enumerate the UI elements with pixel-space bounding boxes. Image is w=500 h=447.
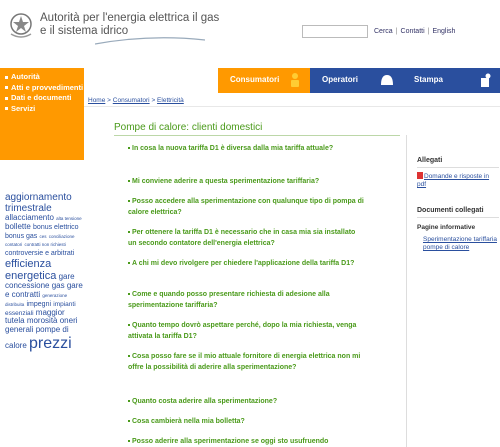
- bullet-icon: [5, 97, 8, 100]
- menu-label: Dati e documenti: [11, 93, 72, 102]
- breadcrumb-elettricita[interactable]: Elettricità: [157, 97, 184, 104]
- bullet-icon: [128, 400, 130, 402]
- right-sidebar: [406, 135, 500, 447]
- bullet-icon: [5, 86, 8, 89]
- question-text: Posso aderire alla sperimentazione se oggi sto usufruendo: [132, 438, 329, 445]
- separator: |: [427, 28, 430, 35]
- pagine-title: Pagine informative: [417, 224, 476, 231]
- pagine-link[interactable]: [417, 236, 499, 252]
- question-text: Come e quando posso presentare richiesta di adesione alla sperimentazione tariffaria?: [128, 291, 330, 309]
- search-input[interactable]: [302, 25, 368, 38]
- bullet-icon: [5, 107, 8, 110]
- cerca-link[interactable]: Cerca: [374, 28, 393, 35]
- link-text: Sperimentazione tariffaria pompe di calore: [423, 236, 497, 251]
- bullet-icon: [128, 147, 130, 149]
- tag-link[interactable]: contratti non richiesti: [24, 242, 66, 248]
- bullet-icon: [128, 324, 130, 326]
- tag-link[interactable]: ces: [39, 233, 47, 239]
- tag-link[interactable]: morosità: [26, 316, 58, 326]
- link-text: Domande e risposte in pdf: [417, 173, 490, 188]
- question-item[interactable]: [128, 290, 364, 311]
- tag-link[interactable]: maggior tutela: [5, 307, 65, 326]
- tag-link[interactable]: aggiornamento: [5, 192, 72, 203]
- english-link[interactable]: English: [432, 28, 456, 35]
- question-item[interactable]: [128, 228, 364, 249]
- bullet-icon: [5, 76, 8, 79]
- tag-link[interactable]: conciliazione: [48, 233, 75, 239]
- bullet-icon: [128, 355, 130, 357]
- tag-link[interactable]: bonus elettrico: [33, 223, 79, 231]
- question-text: Quanto tempo dovrò aspettare perché, dopo la mia richiesta, venga attivata la tariffa D1?: [128, 322, 357, 340]
- menu-label: Autorità: [11, 72, 40, 81]
- logo-text: [40, 12, 219, 38]
- breadcrumb-separator: >: [151, 97, 156, 104]
- question-item[interactable]: [128, 321, 364, 342]
- bullet-icon: [128, 180, 130, 182]
- question-text: In cosa la nuova tariffa D1 è diversa dalla mia tariffa attuale?: [132, 145, 334, 152]
- title-divider: [114, 135, 400, 136]
- menu-item-dati[interactable]: [0, 93, 84, 104]
- menu-item-autorita[interactable]: [0, 68, 84, 83]
- question-item[interactable]: [128, 177, 364, 188]
- breadcrumb-consumatori[interactable]: Consumatori: [112, 97, 150, 104]
- logo-line-1: Autorità per l'energia elettrica il gas: [40, 12, 220, 24]
- menu-item-atti[interactable]: [0, 83, 84, 94]
- tag-link[interactable]: energetica: [5, 270, 57, 283]
- tab-stampa[interactable]: [402, 68, 500, 93]
- question-text: A chi mi devo rivolgere per chiedere l'applicazione della tariffa D1?: [132, 260, 355, 267]
- question-item[interactable]: [128, 352, 364, 373]
- tag-link[interactable]: prezzi: [29, 334, 72, 352]
- contatti-link[interactable]: Contatti: [400, 28, 425, 35]
- emblem-icon: [8, 10, 34, 40]
- tag-link[interactable]: generazione distribuita: [5, 292, 68, 307]
- tag-link[interactable]: alta tensione: [56, 216, 82, 221]
- question-item[interactable]: [128, 144, 364, 155]
- tab-operatori[interactable]: [310, 68, 402, 93]
- bullet-icon: [128, 293, 130, 295]
- question-text: Quanto costa aderire alla sperimentazione?: [132, 398, 278, 405]
- tag-cloud: [5, 192, 83, 353]
- bullet-icon: [128, 440, 130, 442]
- tag-link[interactable]: efficienza: [5, 257, 52, 270]
- top-band: [84, 68, 218, 93]
- tag-link[interactable]: oneri generali: [5, 316, 78, 335]
- pdf-icon: [417, 172, 423, 179]
- question-text: Mi conviene aderire a questa sperimentazione tariffaria?: [132, 178, 320, 185]
- tag-link[interactable]: controversie e arbitrati: [5, 250, 75, 258]
- documenti-title: Documenti collegati: [417, 207, 484, 214]
- question-item[interactable]: [128, 437, 364, 447]
- logo-line-2: e il sistema idrico: [40, 25, 129, 37]
- tab-label: Operatori: [322, 75, 359, 84]
- bullet-icon: [128, 420, 130, 422]
- breadcrumb-home[interactable]: Home: [88, 97, 106, 104]
- tag-link[interactable]: allacciamento: [5, 213, 54, 222]
- tag-link[interactable]: trimestrale: [5, 203, 52, 214]
- tag-link[interactable]: bonus gas: [5, 232, 38, 240]
- tag-link[interactable]: contatori: [5, 242, 23, 248]
- tag-link[interactable]: gare e contratti: [5, 281, 83, 299]
- bullet-icon: [128, 262, 130, 264]
- breadcrumb-separator: >: [107, 97, 111, 104]
- separator: |: [395, 28, 398, 35]
- tab-label: Consumatori: [230, 75, 280, 84]
- question-item[interactable]: [128, 259, 364, 270]
- divider: [417, 167, 499, 168]
- allegati-title: Allegati: [417, 157, 443, 164]
- person-icon: [288, 72, 302, 88]
- question-text: Posso accedere alla sperimentazione con qualunque tipo di pompa di calore elettrica?: [128, 198, 364, 216]
- tag-link[interactable]: impianti essenziali: [5, 300, 76, 317]
- page-title: Pompe di calore: clienti domestici: [114, 122, 263, 133]
- top-links: [374, 28, 455, 35]
- bullet-icon: [128, 200, 130, 202]
- menu-label: Atti e provvedimenti: [11, 82, 84, 92]
- tab-label: Stampa: [414, 75, 443, 84]
- tag-link[interactable]: impegni: [26, 300, 52, 308]
- divider: [417, 217, 499, 218]
- allegati-pdf-link[interactable]: [417, 172, 499, 189]
- bullet-icon: [128, 231, 130, 233]
- question-text: Cosa cambierà nella mia bolletta?: [132, 418, 245, 425]
- question-item[interactable]: [128, 197, 364, 218]
- question-item[interactable]: [128, 417, 364, 428]
- press-icon: [478, 72, 492, 88]
- menu-label: Servizi: [11, 103, 36, 113]
- tag-link[interactable]: gare concessione gas: [5, 272, 75, 291]
- menu-item-servizi[interactable]: [0, 104, 84, 115]
- question-text: Cosa posso fare se il mio attuale fornitore di energia elettrica non mi offre la possibilità di aderire alla sperimentazione?: [128, 353, 361, 371]
- question-item[interactable]: [128, 397, 364, 408]
- tab-consumatori[interactable]: [218, 68, 310, 93]
- question-text: Per ottenere la tariffa D1 è necessario che in casa mia sia installato un secondo contatore dell'energia elettrica?: [128, 229, 356, 247]
- header: [0, 0, 500, 60]
- breadcrumb: [88, 97, 184, 104]
- logo-swoosh-icon: [95, 36, 205, 46]
- tag-link[interactable]: pompe di calore: [5, 325, 69, 350]
- helmet-icon: [380, 72, 394, 88]
- left-menu: [0, 68, 84, 160]
- divider: [84, 106, 500, 107]
- tag-link[interactable]: bollette: [5, 221, 31, 231]
